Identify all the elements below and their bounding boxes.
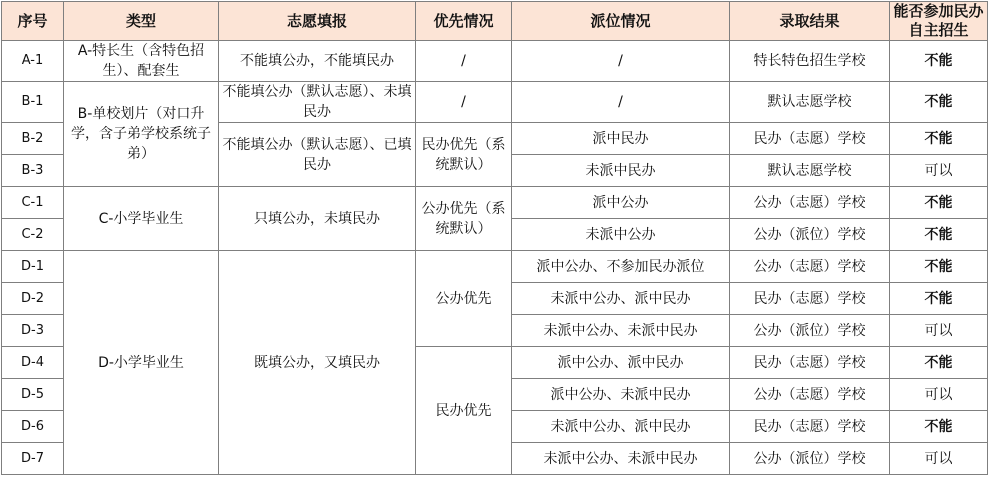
row-index: D-3 [2, 315, 64, 347]
type-cell: C-小学毕业生 [64, 187, 219, 251]
row-index: A-1 [2, 41, 64, 82]
lottery-cell: / [512, 41, 730, 82]
result-cell: 公办（派位）学校 [730, 219, 890, 251]
can-join-cell: 不能 [890, 219, 988, 251]
priority-cell: 公办优先 [416, 251, 512, 347]
result-cell: 公办（志愿）学校 [730, 187, 890, 219]
header-row [2, 2, 988, 41]
priority-cell: 民办优先（系统默认） [416, 123, 512, 187]
admission-rules-table [1, 1, 988, 475]
row-index: B-3 [2, 155, 64, 187]
row-index: D-5 [2, 379, 64, 411]
lottery-cell: 派中公办、派中民办 [512, 347, 730, 379]
row-index: B-2 [2, 123, 64, 155]
row-index: C-2 [2, 219, 64, 251]
can-join-cell: 可以 [890, 443, 988, 475]
row-index: D-4 [2, 347, 64, 379]
lottery-cell: / [512, 82, 730, 123]
result-cell: 特长特色招生学校 [730, 41, 890, 82]
volunteer-cell: 不能填公办（默认志愿）、未填民办 [219, 82, 416, 123]
can-join-cell: 不能 [890, 187, 988, 219]
result-cell: 默认志愿学校 [730, 155, 890, 187]
row-index: D-6 [2, 411, 64, 443]
can-join-cell: 可以 [890, 155, 988, 187]
lottery-cell: 未派中公办、未派中民办 [512, 315, 730, 347]
table-row [2, 251, 988, 283]
lottery-cell: 派中民办 [512, 123, 730, 155]
result-cell: 民办（志愿）学校 [730, 283, 890, 315]
can-join-cell: 可以 [890, 315, 988, 347]
priority-cell: 公办优先（系统默认） [416, 187, 512, 251]
table-row [2, 187, 988, 219]
volunteer-cell: 不能填公办（默认志愿）、已填民办 [219, 123, 416, 187]
result-cell: 民办（志愿）学校 [730, 123, 890, 155]
result-cell: 公办（志愿）学校 [730, 379, 890, 411]
lottery-cell: 派中公办、不参加民办派位 [512, 251, 730, 283]
header-volunteer: 志愿填报 [219, 2, 416, 41]
result-cell: 默认志愿学校 [730, 82, 890, 123]
priority-cell: / [416, 41, 512, 82]
row-index: D-2 [2, 283, 64, 315]
lottery-cell: 未派中公办 [512, 219, 730, 251]
table-row [2, 41, 988, 82]
row-index: D-7 [2, 443, 64, 475]
can-join-cell: 不能 [890, 347, 988, 379]
row-index: D-1 [2, 251, 64, 283]
can-join-cell: 可以 [890, 379, 988, 411]
volunteer-cell: 既填公办，又填民办 [219, 251, 416, 475]
header-can-join-private: 能否参加民办自主招生 [890, 2, 988, 41]
lottery-cell: 未派中公办、派中民办 [512, 283, 730, 315]
row-index: B-1 [2, 82, 64, 123]
can-join-cell: 不能 [890, 251, 988, 283]
lottery-cell: 未派中民办 [512, 155, 730, 187]
can-join-cell: 不能 [890, 411, 988, 443]
can-join-cell: 不能 [890, 82, 988, 123]
type-cell: D-小学毕业生 [64, 251, 219, 475]
table-row [2, 82, 988, 123]
lottery-cell: 未派中公办、未派中民办 [512, 443, 730, 475]
can-join-cell: 不能 [890, 283, 988, 315]
can-join-cell: 不能 [890, 41, 988, 82]
result-cell: 公办（派位）学校 [730, 443, 890, 475]
type-cell: A-特长生（含特色招生）、配套生 [64, 41, 219, 82]
header-type: 类型 [64, 2, 219, 41]
type-cell: B-单校划片（对口升学，含子弟学校系统子弟） [64, 82, 219, 187]
volunteer-cell: 不能填公办，不能填民办 [219, 41, 416, 82]
header-lottery: 派位情况 [512, 2, 730, 41]
priority-cell: / [416, 82, 512, 123]
result-cell: 民办（志愿）学校 [730, 411, 890, 443]
lottery-cell: 未派中公办、派中民办 [512, 411, 730, 443]
lottery-cell: 派中公办、未派中民办 [512, 379, 730, 411]
row-index: C-1 [2, 187, 64, 219]
priority-cell: 民办优先 [416, 347, 512, 475]
lottery-cell: 派中公办 [512, 187, 730, 219]
volunteer-cell: 只填公办，未填民办 [219, 187, 416, 251]
result-cell: 民办（志愿）学校 [730, 347, 890, 379]
header-result: 录取结果 [730, 2, 890, 41]
result-cell: 公办（派位）学校 [730, 315, 890, 347]
header-index: 序号 [2, 2, 64, 41]
result-cell: 公办（志愿）学校 [730, 251, 890, 283]
can-join-cell: 不能 [890, 123, 988, 155]
header-priority: 优先情况 [416, 2, 512, 41]
